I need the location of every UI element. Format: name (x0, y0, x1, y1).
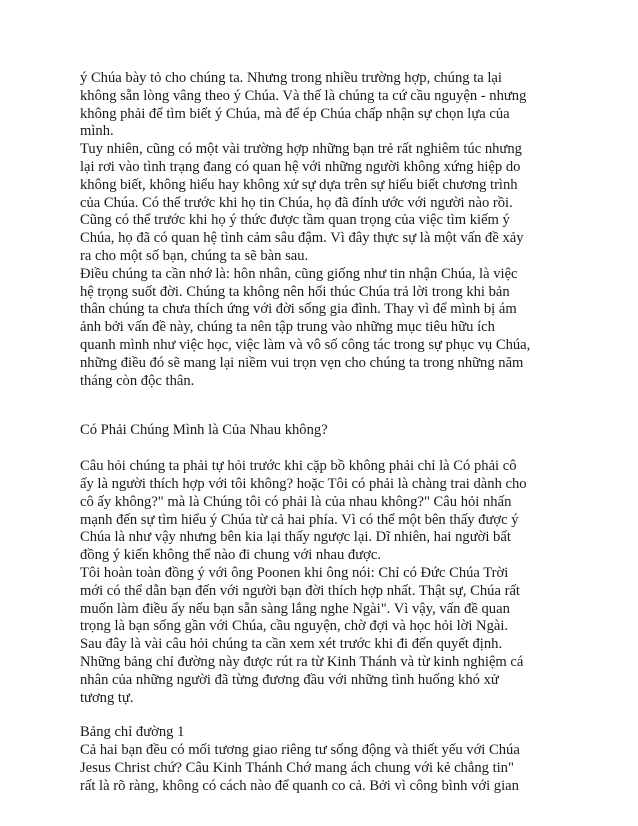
subsection-spacer (80, 707, 560, 724)
subsection-heading: Bảng chỉ đường 1 (80, 724, 185, 741)
heading-spacer (80, 440, 560, 458)
section-spacer (80, 390, 560, 422)
paragraph-3: Điều chúng ta cần nhớ là: hôn nhân, cũng giống như tin nhận Chúa, là việc hệ trọng suốt đời. Chúng ta không nên hối thúc Chúa trả lời trong khi bản thân chúng ta chưa thích ứng với đời sống gia đình. Thay vì để mình bị ám ảnh bởi vấn đề này, chúng ta nên tập trung vào những mục tiêu hữu ích quanh mình như việc học, việc làm và vô số công tác trong sự phục vụ Chúa, những điều đó sẽ mang lại niềm vui trọn vẹn cho chúng ta trong những năm tháng còn độc thân. (80, 265, 531, 389)
paragraph-1: ý Chúa bày tỏ cho chúng ta. Nhưng trong nhiều trường hợp, chúng ta lại không sẵn lòng vâng theo ý Chúa. Và thế là chúng ta cứ cầu nguyện - nhưng không phải để tìm biết ý Chúa, mà để ép Chúa chấp nhận sự chọn lựa của mình. (80, 70, 527, 140)
paragraph-5: Tôi hoàn toàn đồng ý với ông Poonen khi ông nói: Chỉ có Đức Chúa Trời mới có thể dẫn bạn đến với người bạn đời thích hợp nhất. Thật sự, Chúa rất muốn làm điều ấy nếu bạn sẵn sàng lắng nghe Ngài". Vì vậy, vấn đề quan trọng là bạn sống gần với Chúa, cầu nguyện, chờ đợi và học hỏi lời Ngài. Sau đây là vài câu hỏi chúng ta cần xem xét trước khi đi đến quyết định. Những bảng chỉ đường này được rút ra từ Kinh Thánh và từ kinh nghiệm cá nhân của những người đã từng đương đầu với những tình huống khó xử tương tự. (80, 564, 524, 706)
document-page (80, 70, 560, 795)
paragraph-4: Câu hỏi chúng ta phải tự hỏi trước khi cặp bồ không phải chỉ là Có phải cô ấy là người thích hợp với tôi không? hoặc Tôi có phải là chàng trai dành cho cô ấy không?" mà là Chúng tôi có phải là của nhau không?" Câu hỏi nhấn mạnh đến sự tìm hiểu ý Chúa từ cả hai phía. Vì có thể một bên thấy được ý Chúa là như vậy nhưng bên kia lại thấy ngược lại. Dĩ nhiên, hai người bất đồng ý kiến không thể nào đi chung với nhau được. (80, 458, 527, 564)
paragraph-2: Tuy nhiên, cũng có một vài trường hợp những bạn trẻ rất nghiêm túc nhưng lại rơi vào tình trạng đang có quan hệ với những người không xứng hiệp do không biết, không hiểu hay không xử sự dựa trên sự hiểu biết chương trình của Chúa. Có thể trước khi họ tin Chúa, họ đã đính ước với người nào rồi. Cũng có thể trước khi họ ý thức được tầm quan trọng của việc tìm kiếm ý Chúa, họ đã có quan hệ tình cảm sâu đậm. Vì đây thực sự là một vấn đề xảy ra cho một số bạn, chúng ta sẽ bàn sau. (80, 141, 524, 264)
section-heading: Có Phải Chúng Mình là Của Nhau không? (80, 422, 328, 439)
paragraph-6: Cả hai bạn đều có mối tương giao riêng tư sống động và thiết yếu với Chúa Jesus Christ chứ? Câu Kinh Thánh Chớ mang ách chung với kẻ chẳng tin" rất là rõ ràng, không có cách nào để quanh co cả. Bởi vì công bình với gian (80, 742, 520, 794)
